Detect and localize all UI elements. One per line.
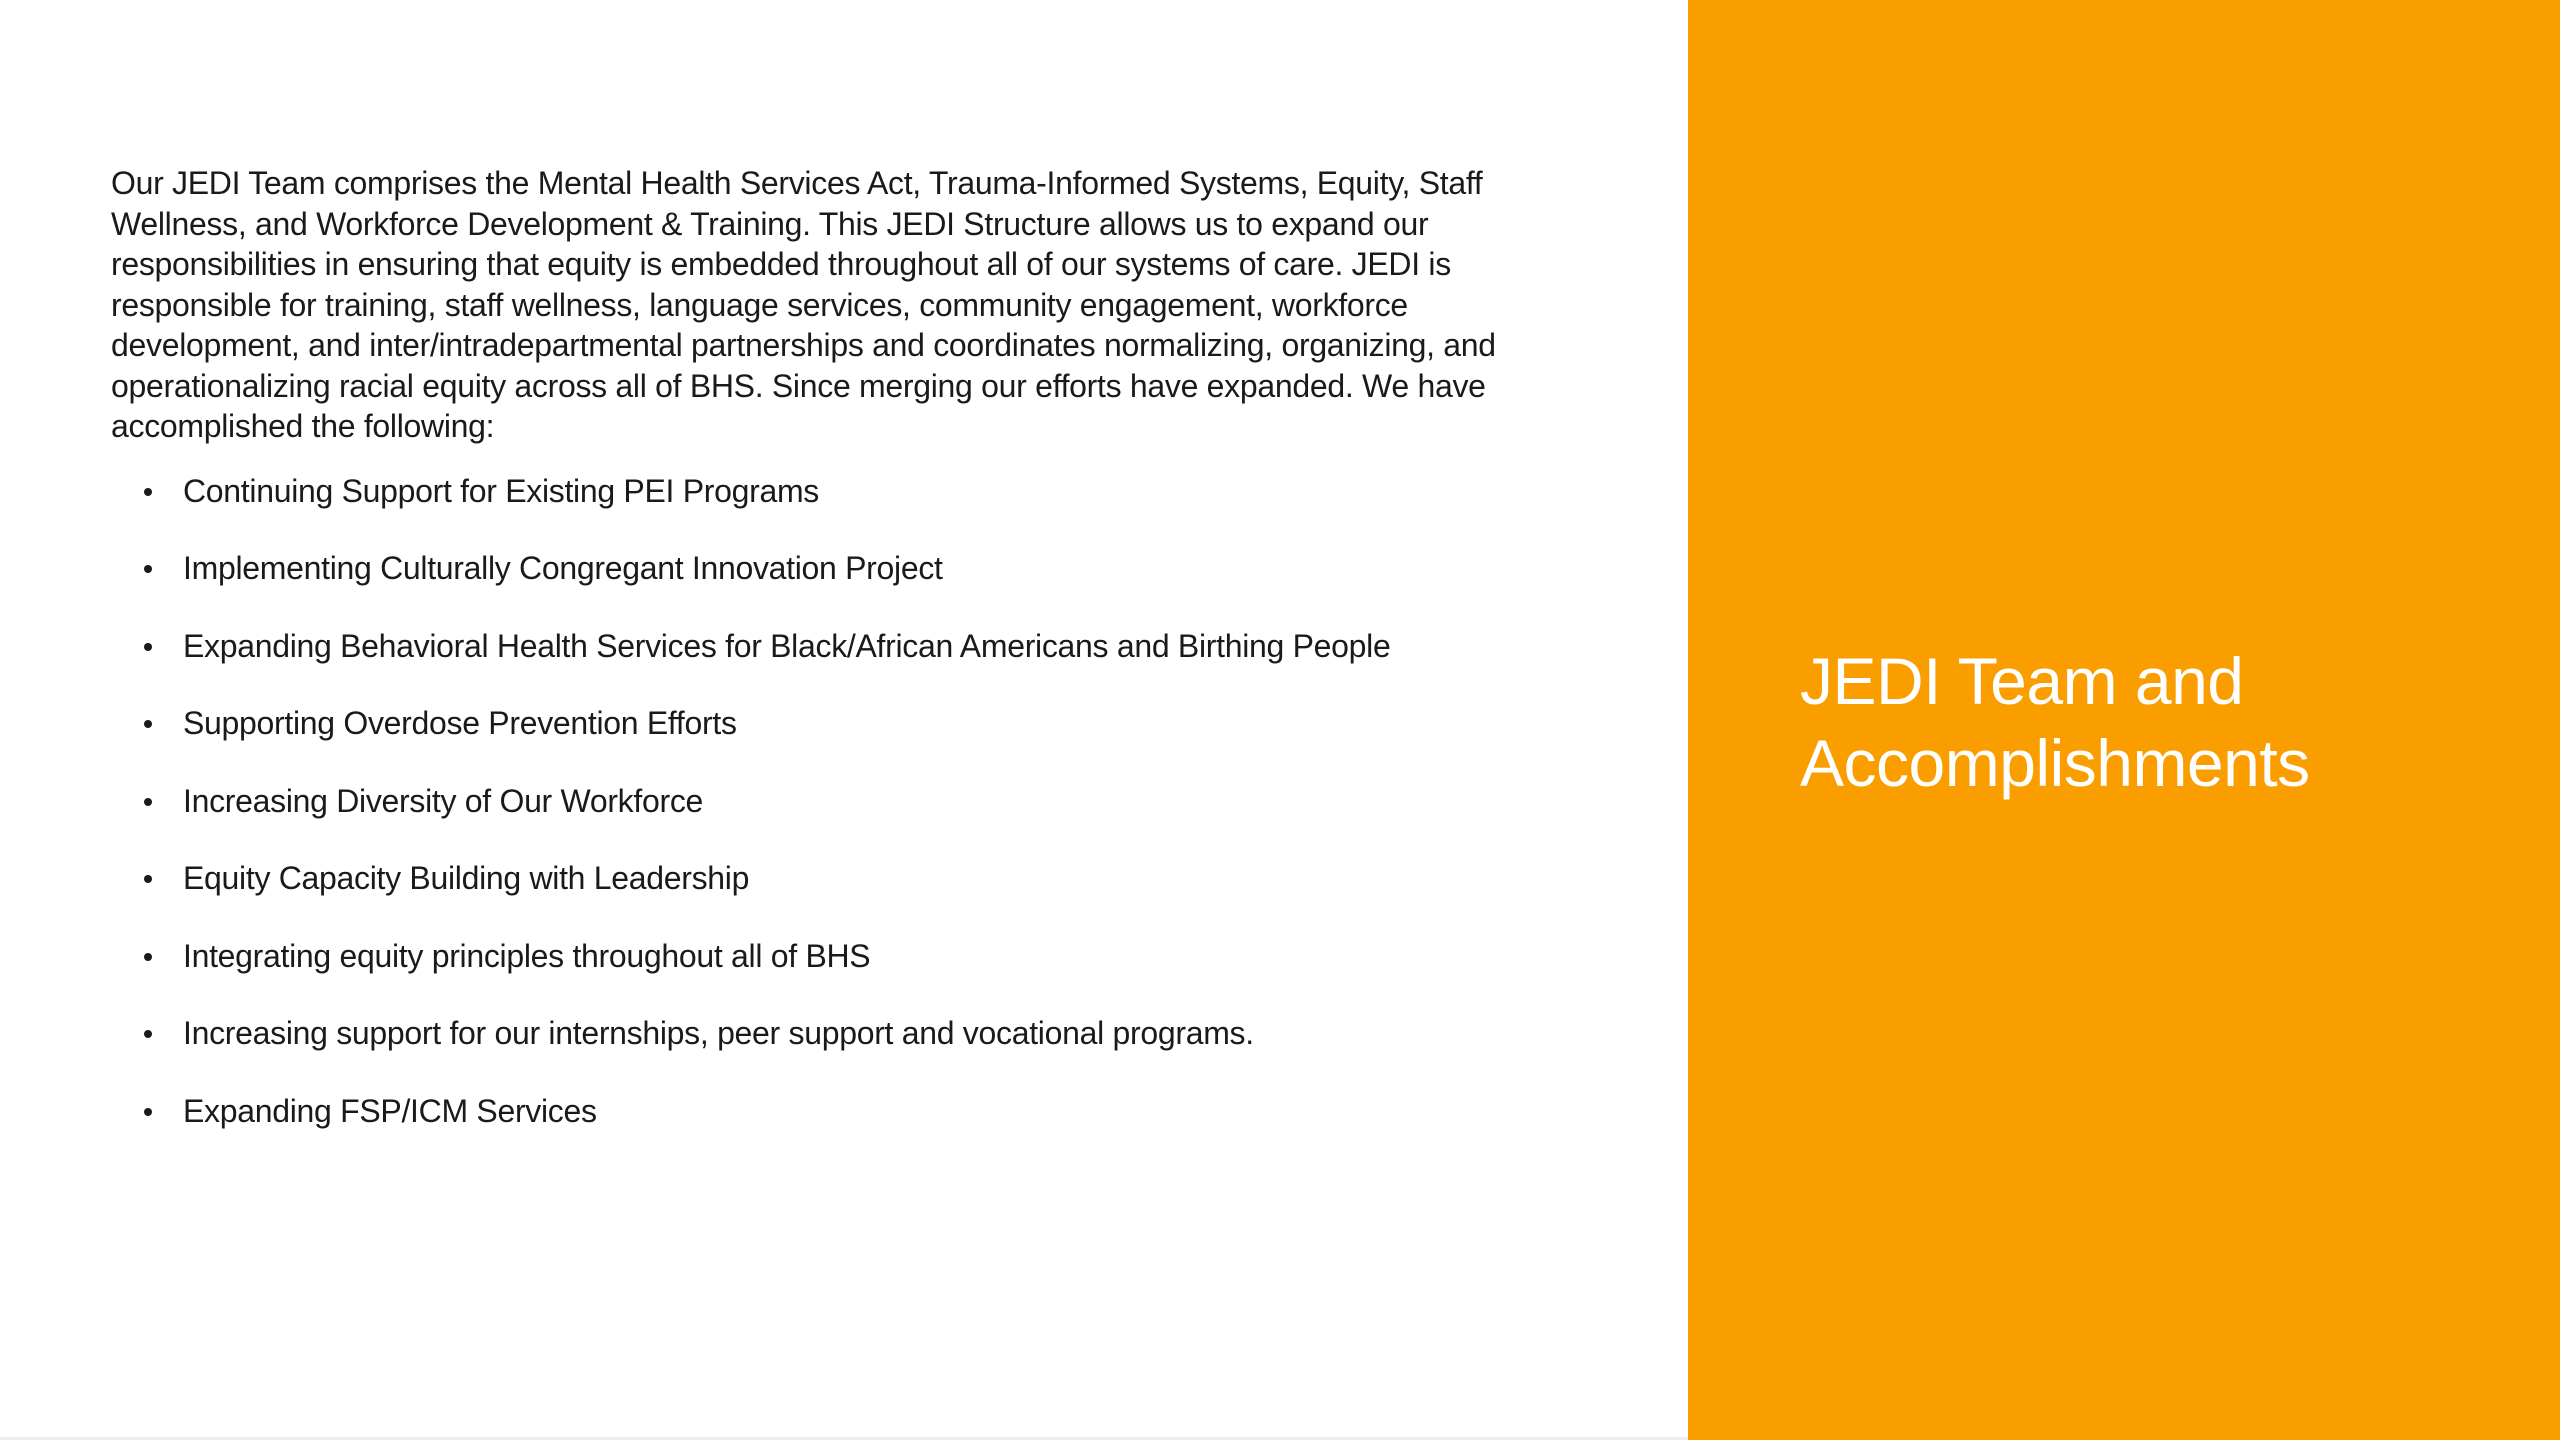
list-item-text: Equity Capacity Building with Leadership (183, 860, 750, 896)
list-item (111, 781, 1511, 822)
bullet-icon (144, 1108, 152, 1116)
slide-title: JEDI Team and Accomplishments (1800, 644, 2310, 800)
bullet-icon (144, 875, 152, 883)
list-item (111, 626, 1511, 667)
list-item-text: Implementing Culturally Congregant Innovation Project (183, 550, 943, 586)
bullet-icon (144, 488, 152, 496)
bullet-icon (144, 953, 152, 961)
list-item (111, 703, 1511, 744)
list-item-text: Increasing support for our internships, peer support and vocational programs. (183, 1015, 1254, 1051)
list-item-text: Expanding FSP/ICM Services (183, 1092, 597, 1129)
list-item (111, 858, 1511, 899)
bullet-icon (144, 1030, 152, 1038)
list-item-text: Integrating equity principles throughout all of BHS (183, 937, 871, 974)
bullet-icon (144, 798, 152, 806)
list-item-text: Increasing Diversity of Our Workforce (183, 782, 704, 819)
title-panel (1688, 0, 2560, 1440)
list-item (111, 1091, 1511, 1132)
list-item (111, 548, 1511, 589)
bullet-icon (144, 720, 152, 728)
bullet-icon (144, 643, 152, 651)
slide-content (111, 163, 1511, 1168)
list-item (111, 1013, 1511, 1054)
list-item (111, 471, 1511, 512)
list-item (111, 936, 1511, 977)
bullet-icon (144, 565, 152, 573)
intro-paragraph: Our JEDI Team comprises the Mental Health Services Act, Trauma-Informed Systems, Equity, Staff Wellness, and Workforce Development & Training. This JEDI Structure allows us to expand our responsibilities in ensuring that equity is embedded throughout all of our systems of care. JEDI is responsible for training, staff wellness, language services, community engagement, workforce development, and inter/intradepartmental partnerships and coordinates normalizing, organizing, and operationalizing racial equity across all of BHS. Since merging our efforts have expanded. We have accomplished the following: (111, 165, 1496, 444)
list-item-text: Expanding Behavioral Health Services for Black/African Americans and Birthing People (183, 627, 1391, 664)
list-item-text: Continuing Support for Existing PEI Programs (183, 472, 820, 509)
accomplishments-list (111, 471, 1511, 1132)
list-item-text: Supporting Overdose Prevention Efforts (183, 705, 737, 741)
